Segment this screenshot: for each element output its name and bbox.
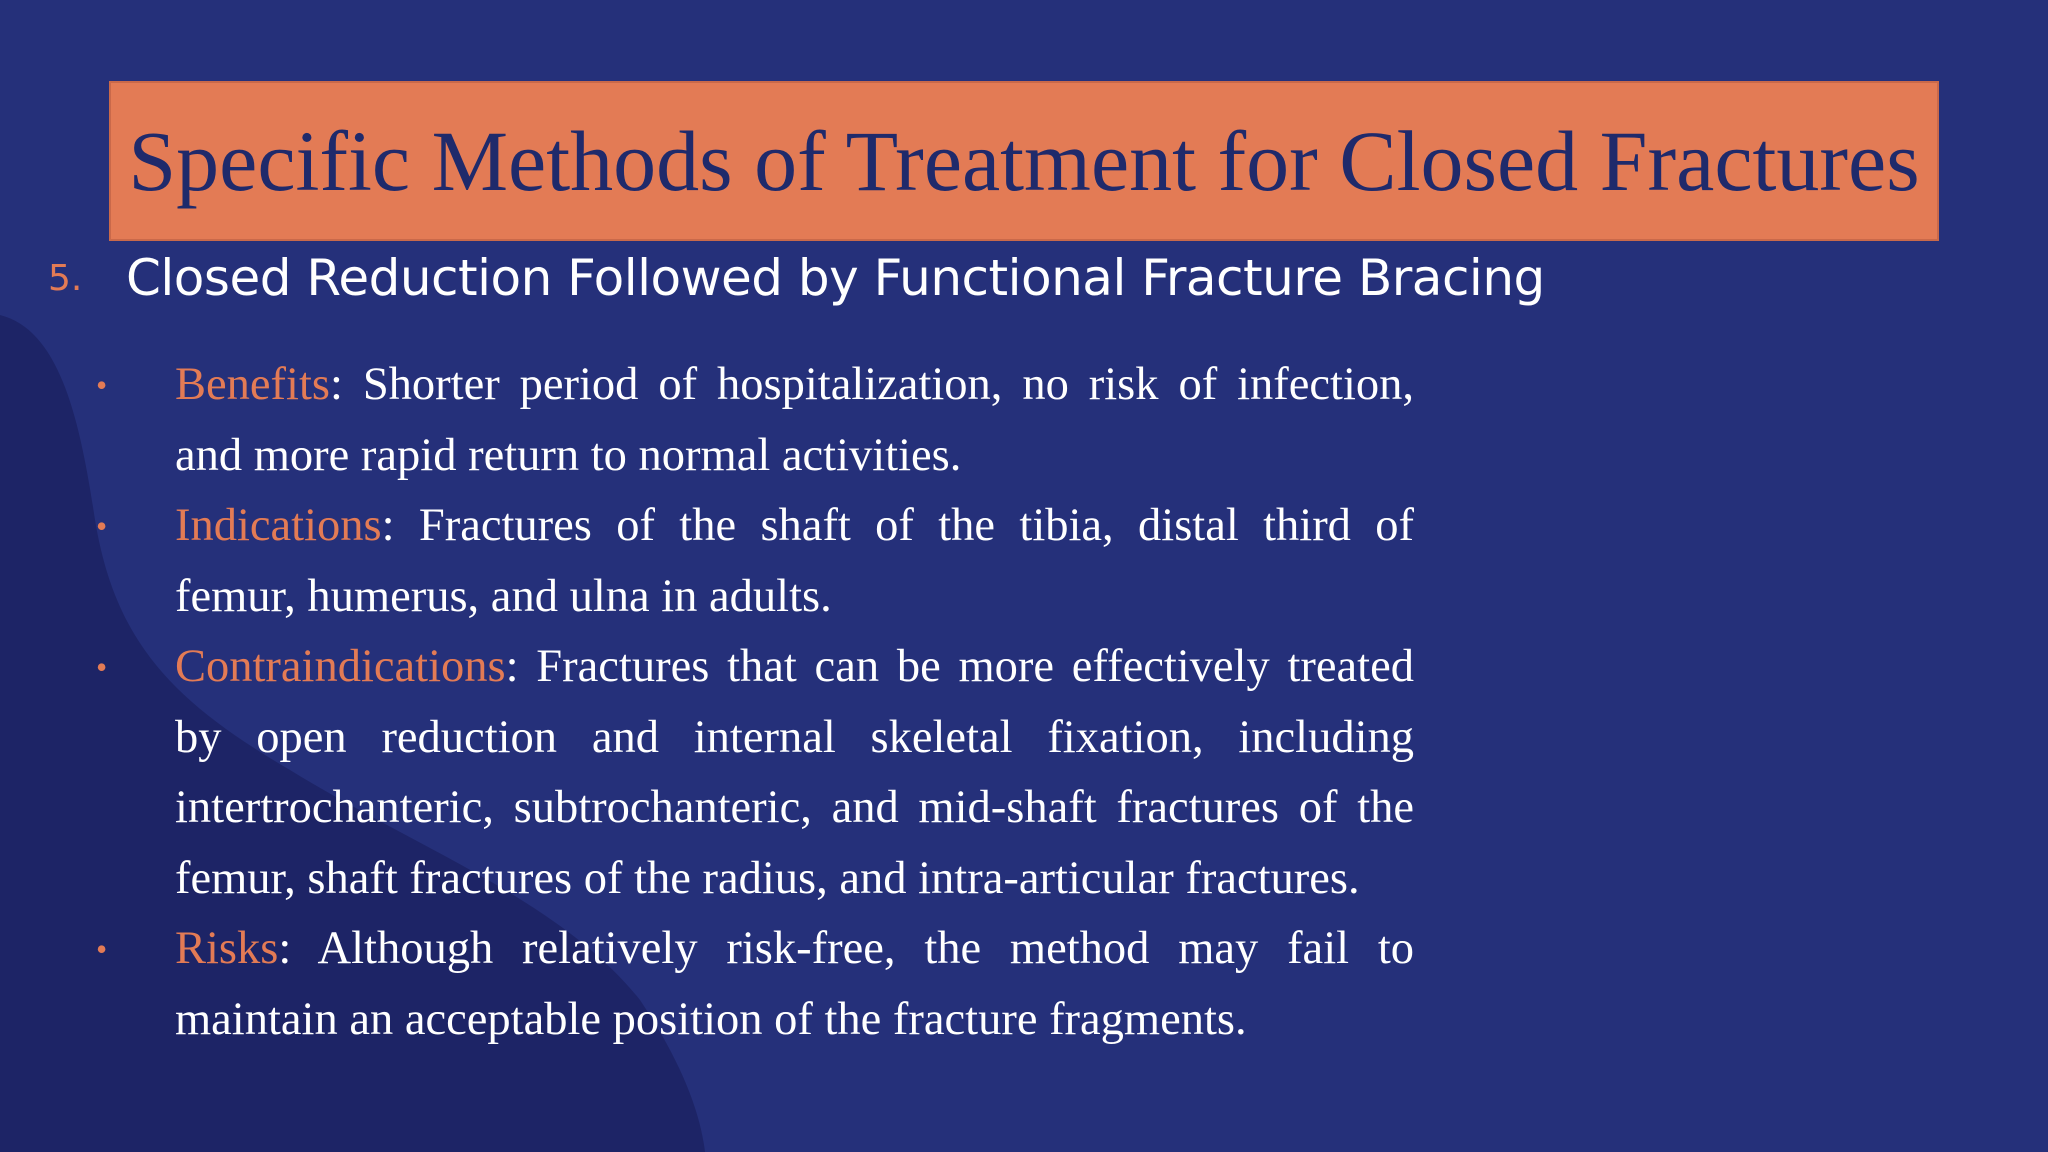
slide-title: Specific Methods of Treatment for Closed Fractures — [128, 113, 1920, 209]
bullet-indications — [96, 491, 1414, 632]
section-heading — [48, 244, 1545, 312]
bullet-term: Benefits — [175, 359, 330, 410]
bullet-dot-icon: • — [96, 931, 108, 967]
bullet-term: Risks — [175, 923, 279, 974]
bullet-separator: : — [505, 641, 519, 692]
bullet-text: Although relatively risk-free, the method may fail to maintain an acceptable position of the fracture fragments. — [175, 923, 1414, 1045]
section-heading-text: Closed Reduction Followed by Functional Fracture Bracing — [126, 249, 1545, 307]
bullet-dot-icon: • — [96, 508, 108, 544]
bullet-term: Indications — [175, 500, 382, 551]
bullet-benefits — [96, 350, 1414, 491]
bullet-risks — [96, 914, 1414, 1055]
bullet-term: Contraindications — [175, 641, 506, 692]
bullet-separator: : — [278, 923, 292, 974]
slide-title-banner — [109, 81, 1939, 241]
bullet-list — [96, 350, 1414, 1055]
bullet-separator: : — [381, 500, 395, 551]
bullet-text: Fractures of the shaft of the tibia, distal third of femur, humerus, and ulna in adults. — [175, 500, 1414, 622]
bullet-separator: : — [329, 359, 343, 410]
bullet-text: Shorter period of hospitalization, no risk of infection, and more rapid return to normal activities. — [175, 359, 1414, 481]
bullet-dot-icon: • — [96, 649, 108, 685]
bullet-dot-icon: • — [96, 367, 108, 403]
section-number: 5. — [48, 257, 83, 299]
bullet-text: Fractures that can be more effectively treated by open reduction and internal skeletal fixation, including intertrochanteric, subtrochanteric, and mid-shaft fractures of the femur, shaft fractures of the radius, and intra-articular fractures. — [175, 641, 1414, 904]
bullet-contraindications — [96, 632, 1414, 914]
